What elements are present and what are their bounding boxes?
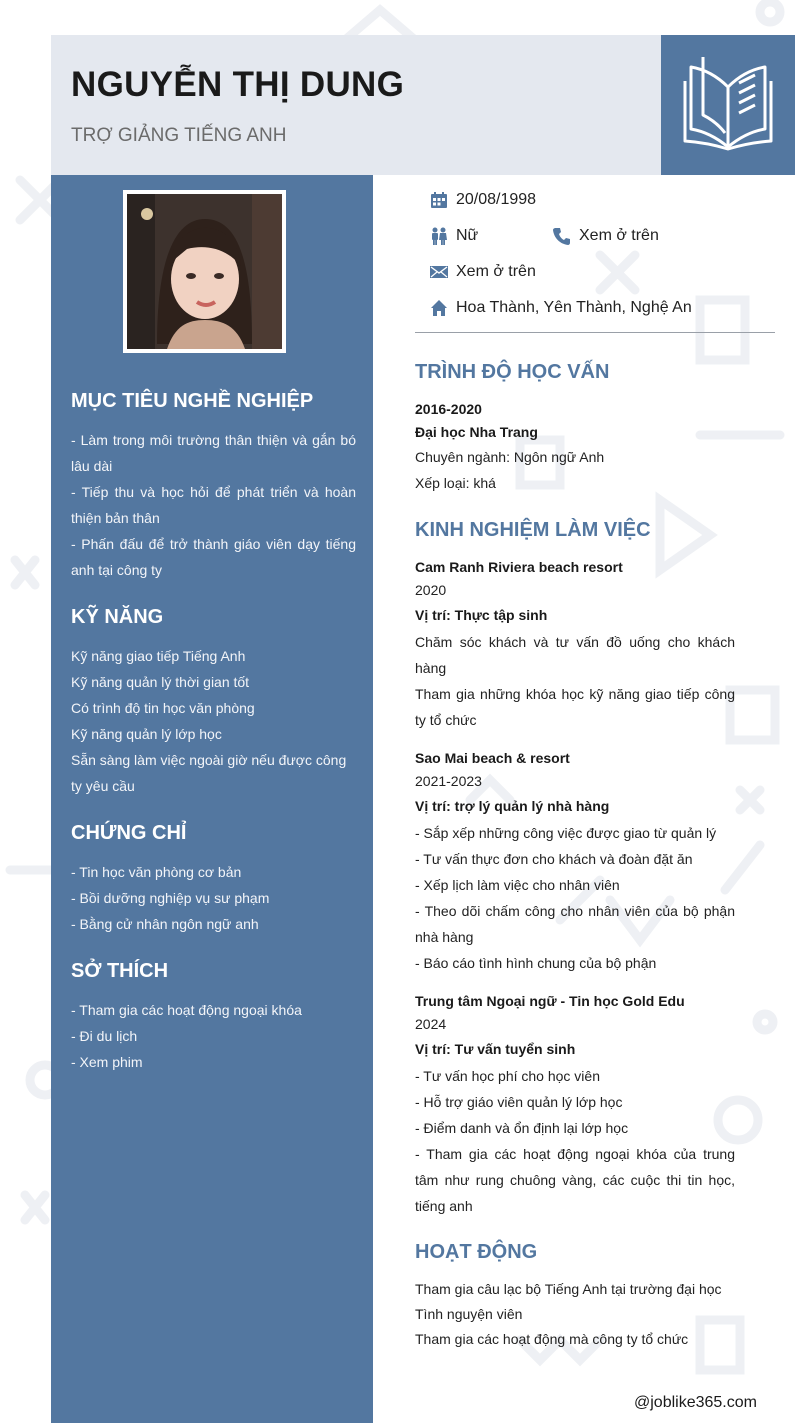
job-title: TRỢ GIẢNG TIẾNG ANH <box>71 125 287 146</box>
email-icon <box>430 263 448 281</box>
certificate-item: - Bằng cử nhân ngôn ngữ anh <box>71 916 259 932</box>
objective-section <box>71 390 356 583</box>
calendar-icon <box>430 191 448 209</box>
skill-item: Kỹ năng quản lý thời gian tốt <box>71 674 250 690</box>
gender-row <box>430 227 478 245</box>
job-period: 2024 <box>415 1016 447 1032</box>
job-position: Vị trí: Tư vấn tuyển sinh <box>415 1041 576 1057</box>
email-row <box>430 263 536 281</box>
objective-item: - Tiếp thu và học hỏi để phát triển và hoàn thiện bản thân <box>71 484 356 526</box>
education-school: Đại học Nha Trang <box>415 424 538 440</box>
portrait-image <box>127 194 282 349</box>
birthday-row <box>430 191 536 209</box>
contact-divider <box>415 332 775 333</box>
activities-block <box>415 1277 735 1352</box>
activity-item: Tham gia các hoạt động mà công ty tổ chức <box>415 1331 689 1347</box>
job-company: Cam Ranh Riviera beach resort <box>415 559 623 575</box>
job-duty: - Theo dõi chấm công cho nhân viên của bộ phận nhà hàng <box>415 903 735 945</box>
job-position: Vị trí: Thực tập sinh <box>415 607 548 623</box>
sidebar <box>51 175 373 1423</box>
education-block <box>415 398 735 496</box>
activity-item: Tình nguyện viên <box>415 1306 523 1322</box>
skill-item: Kỹ năng quản lý lớp học <box>71 726 222 742</box>
job-company: Sao Mai beach & resort <box>415 750 570 766</box>
hobby-item: - Xem phim <box>71 1054 143 1070</box>
gender-icon <box>430 227 448 245</box>
book-icon <box>681 57 775 153</box>
certificate-item: - Bồi dưỡng nghiệp vụ sư phạm <box>71 890 270 906</box>
job-duty: Tham gia những khóa học kỹ năng giao tiếp công ty tổ chức <box>415 686 735 728</box>
job-block <box>415 747 735 976</box>
education-heading: TRÌNH ĐỘ HỌC VẤN <box>415 361 610 383</box>
header <box>51 35 661 175</box>
certificates-heading: CHỨNG CHỈ <box>71 822 187 844</box>
certificates-section <box>71 822 356 937</box>
objective-item: - Phấn đấu để trở thành giáo viên dạy tiếng anh tại công ty <box>71 536 356 578</box>
hobby-item: - Đi du lịch <box>71 1028 138 1044</box>
job-duty: - Tham gia các hoạt động ngoại khóa của trung tâm như rung chuông vàng, các cuộc thi tin học, tiếng anh <box>415 1146 735 1214</box>
header-icon-box <box>661 35 795 175</box>
hobby-item: - Tham gia các hoạt động ngoại khóa <box>71 1002 302 1018</box>
address-row <box>430 299 692 317</box>
job-duty: - Tư vấn thực đơn cho khách và đoàn đặt ăn <box>415 851 693 867</box>
skill-item: Có trình độ tin học văn phòng <box>71 700 255 716</box>
job-period: 2021-2023 <box>415 773 482 789</box>
gender-value: Nữ <box>456 227 479 244</box>
birthday-value: 20/08/1998 <box>456 191 537 208</box>
job-duty: - Tư vấn học phí cho học viên <box>415 1068 600 1084</box>
phone-icon <box>553 227 571 245</box>
address-value: Hoa Thành, Yên Thành, Nghệ An <box>456 299 692 316</box>
skills-section <box>71 606 356 799</box>
job-duty: - Xếp lịch làm việc cho nhân viên <box>415 877 620 893</box>
job-period: 2020 <box>415 582 447 598</box>
job-block <box>415 556 735 733</box>
experience-heading: KINH NGHIỆM LÀM VIỆC <box>415 519 651 541</box>
skill-item: Kỹ năng giao tiếp Tiếng Anh <box>71 648 246 664</box>
job-company: Trung tâm Ngoại ngữ - Tin học Gold Edu <box>415 993 685 1009</box>
skill-item: Sẵn sàng làm việc ngoài giờ nếu được công ty yêu cầu <box>71 752 347 794</box>
home-icon <box>430 299 448 317</box>
phone-row <box>553 227 659 245</box>
activity-item: Tham gia câu lạc bộ Tiếng Anh tại trường đại học <box>415 1281 722 1297</box>
job-duty: Chăm sóc khách và tư vấn đồ uống cho khách hàng <box>415 634 735 676</box>
job-duty: - Điểm danh và ổn định lại lớp học <box>415 1120 629 1136</box>
profile-photo <box>123 190 286 353</box>
job-block <box>415 990 735 1219</box>
skills-heading: KỸ NĂNG <box>71 606 164 628</box>
education-period: 2016-2020 <box>415 401 482 417</box>
education-grade: Xếp loại: khá <box>415 475 496 491</box>
job-duty: - Báo cáo tình hình chung của bộ phận <box>415 955 657 971</box>
hobbies-heading: SỞ THÍCH <box>71 960 169 982</box>
candidate-name: NGUYỄN THỊ DUNG <box>71 65 405 104</box>
job-position: Vị trí: trợ lý quản lý nhà hàng <box>415 798 610 814</box>
job-duty: - Hỗ trợ giáo viên quản lý lớp học <box>415 1094 623 1110</box>
activities-heading: HOẠT ĐỘNG <box>415 1241 538 1263</box>
hobbies-section <box>71 960 356 1075</box>
certificate-item: - Tin học văn phòng cơ bản <box>71 864 242 880</box>
education-major: Chuyên ngành: Ngôn ngữ Anh <box>415 449 605 465</box>
watermark: @joblike365.com <box>634 1394 757 1411</box>
objective-heading: MỤC TIÊU NGHỀ NGHIỆP <box>71 390 314 412</box>
phone-value: Xem ở trên <box>579 227 659 244</box>
job-duty: - Sắp xếp những công việc được giao từ quản lý <box>415 825 717 841</box>
objective-item: - Làm trong môi trường thân thiện và gắn bó lâu dài <box>71 432 356 474</box>
email-value: Xem ở trên <box>456 263 536 280</box>
